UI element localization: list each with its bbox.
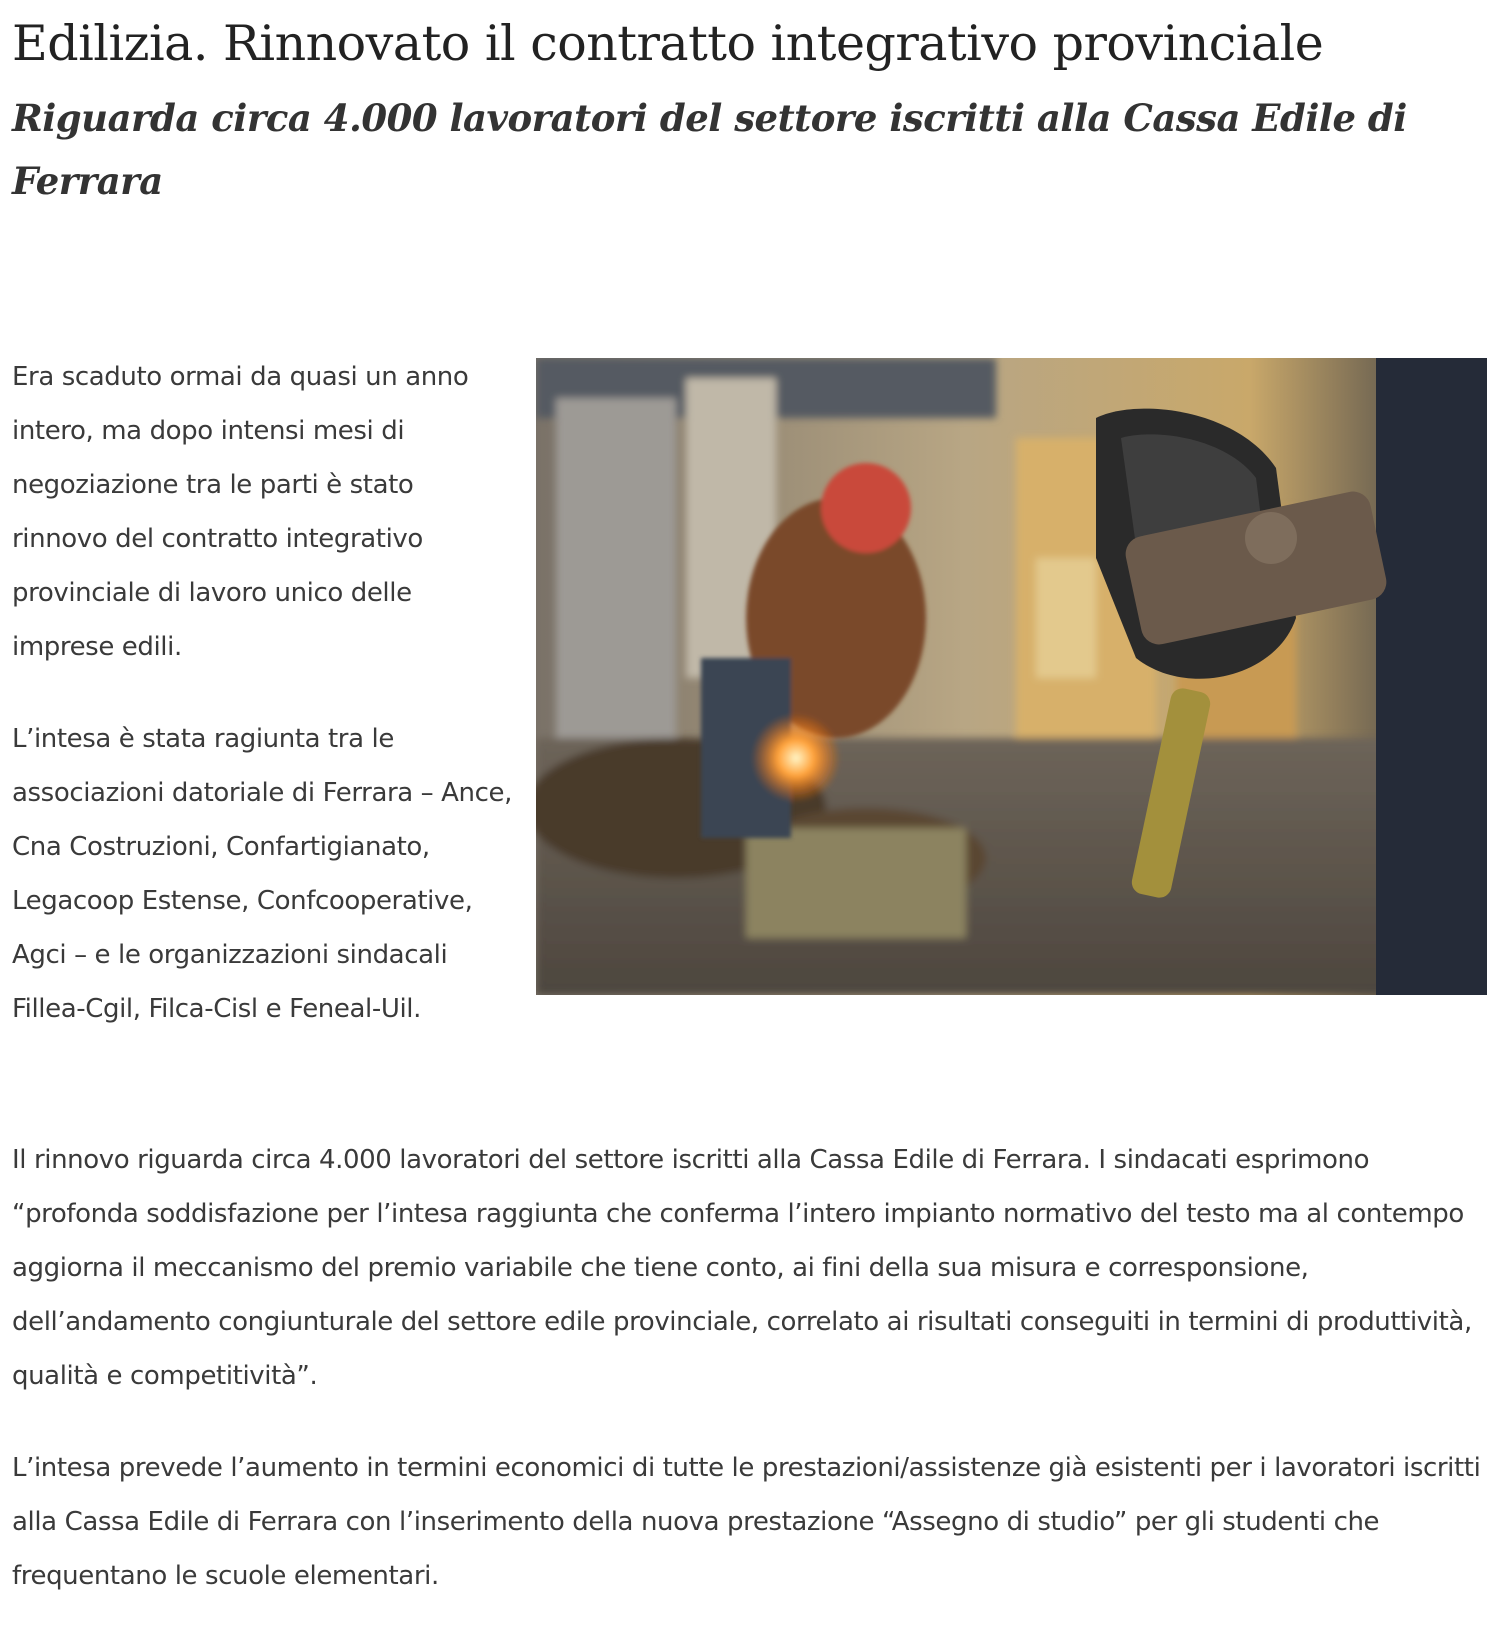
paragraph-workers: Il rinnovo riguarda circa 4.000 lavoratori del settore iscritti alla Cassa Edile di Ferrara. I sindacati esprimono “profonda soddisfazione per l’intesa raggiunta che conferma l’intero impianto normativo del testo ma al contempo aggiorna il meccanismo del premio variabile che tiene conto, ai fini della sua misura e corresponsione, dell’andamento congiunturale del settore edile provinciale, correlato ai risultati conseguiti in termini di produttività, qualità e competitività”. bbox=[12, 1145, 1472, 1391]
article bbox=[12, 0, 1492, 1591]
article-body bbox=[12, 1133, 1492, 1641]
article-subtitle: Riguarda circa 4.000 lavoratori del settore iscritti alla Cassa Edile di Ferrara bbox=[12, 96, 1407, 203]
construction-worker-photo bbox=[536, 358, 1487, 995]
paragraph-benefits: L’intesa prevede l’aumento in termini economici di tutte le prestazioni/assistenze già esistenti per i lavoratori iscritti alla Cassa Edile di Ferrara con l’inserimento della nuova prestazione “Assegno di studio” per gli studenti che frequentano le scuole elementari. bbox=[12, 1453, 1481, 1591]
article-intro-section bbox=[12, 350, 1492, 1080]
article-title: Edilizia. Rinnovato il contratto integrativo provinciale bbox=[12, 15, 1324, 72]
article-side-text bbox=[12, 350, 512, 1074]
paragraph-intro: Era scaduto ormai da quasi un anno intero, ma dopo intensi mesi di negoziazione tra le parti è stato rinnovo del contratto integrativo provinciale di lavoro unico delle imprese edili. bbox=[12, 362, 469, 662]
paragraph-parties: L’intesa è stata ragiunta tra le associazioni datoriale di Ferrara – Ance, Cna Costruzioni, Confartigianato, Legacoop Estense, Confcooperative, Agci – e le organizzazioni sindacali Fillea-Cgil, Filca-Cisl e Feneal-Uil. bbox=[12, 724, 512, 1024]
article-photo bbox=[536, 358, 1487, 995]
